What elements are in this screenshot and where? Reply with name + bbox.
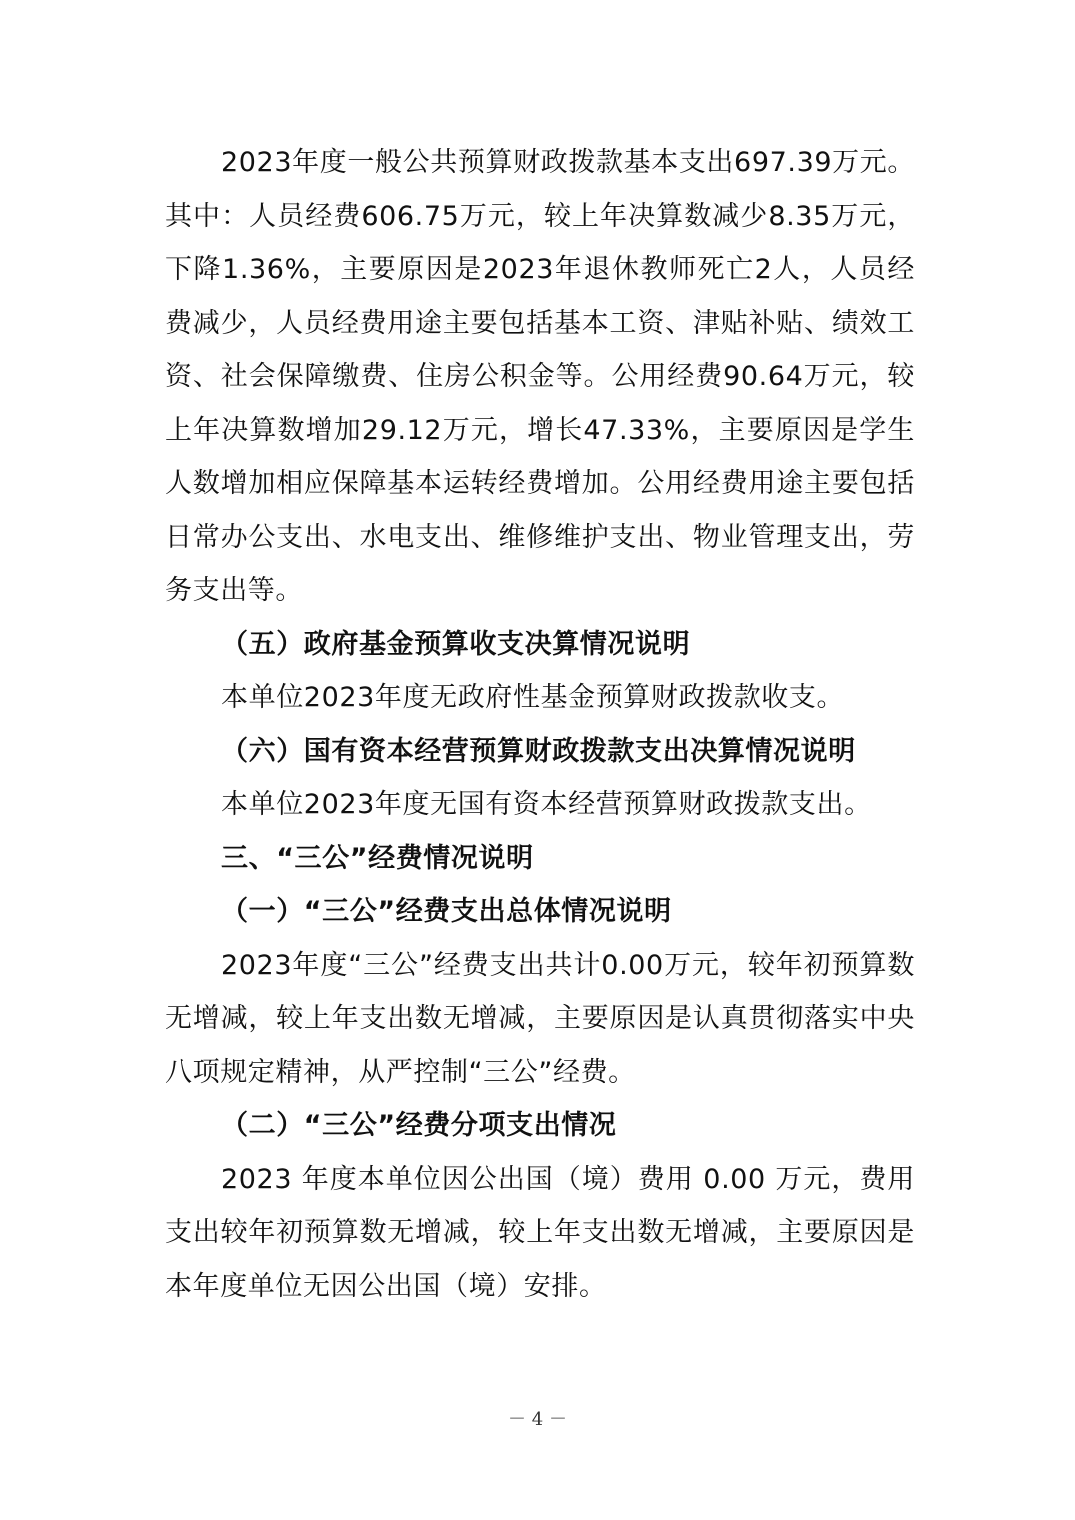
paragraph-government-fund: 本单位2023年度无政府性基金预算财政拨款收支。 — [221, 682, 845, 713]
paragraph-state-capital: 本单位2023年度无国有资本经营预算财政拨款支出。 — [221, 789, 872, 820]
paragraph-basic-expenditure: 2023年度一般公共预算财政拨款基本支出697.39万元。其中：人员经费606.75万元，较上年决算数减少8.35万元，下降1.36%，主要原因是2023年退休教师死亡2人，人员经费减少，人员经费用途主要包括基本工资、津贴补贴、绩效工资、社会保障缴费、住房公积金等。公用经费90.64万元，较上年决算数增加29.12万元，增长47.33%，主要原因是学生人数增加相应保障基本运转经费增加。公用经费用途主要包括日常办公支出、水电支出、维修维护支出、物业管理支出，劳务支出等。 — [165, 147, 915, 606]
heading-three-public-overall: （一）“三公”经费支出总体情况说明 — [221, 896, 672, 927]
heading-three-public: 三、“三公”经费情况说明 — [221, 842, 534, 874]
page-number: － 4 － — [508, 1409, 567, 1430]
paragraph-three-public-itemized: 2023 年度本单位因公出国（境）费用 0.00 万元，费用支出较年初预算数无增减，较上年支出数无增减，主要原因是本年度单位无因公出国（境）安排。 — [165, 1163, 915, 1302]
heading-government-fund: （五）政府基金预算收支决算情况说明 — [221, 628, 691, 660]
paragraph-three-public-overall: 2023年度“三公”经费支出共计0.00万元，较年初预算数无增减，较上年支出数无增减，主要原因是认真贯彻落实中央八项规定精神，从严控制“三公”经费。 — [165, 949, 915, 1088]
heading-state-capital: （六）国有资本经营预算财政拨款支出决算情况说明 — [221, 735, 856, 767]
page-content — [165, 136, 915, 1313]
heading-three-public-itemized: （二）“三公”经费分项支出情况 — [221, 1110, 617, 1141]
